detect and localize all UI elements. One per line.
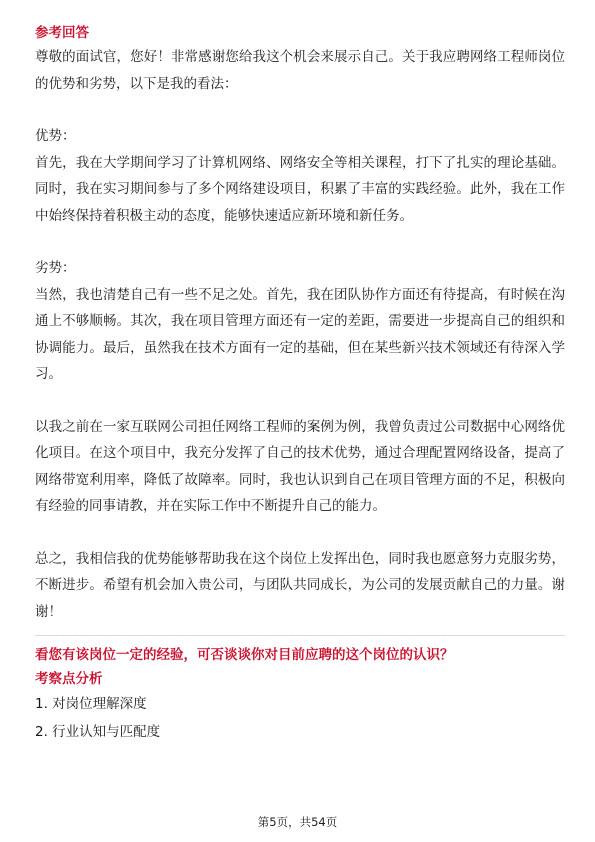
spacer bbox=[35, 388, 565, 414]
weaknesses-label: 劣势： bbox=[35, 260, 76, 276]
weaknesses-text: 当然，我也清楚自己有一些不足之处。首先，我在团队协作方面还有待提高，有时候在沟通上不够顺畅。其次，我在项目管理方面还有一定的差距，需要进一步提高自己的组织和协调能力。最后，虽然我在技术方面有一定的基础，但在某些新兴技术领域还有待深入学习。 bbox=[35, 286, 565, 382]
answer-intro: 尊敬的面试官，您好！非常感谢您给我这个机会来展示自己。关于我应聘网络工程师岗位的优势和劣势，以下是我的看法： bbox=[35, 49, 565, 92]
analysis-heading: 考察点分析 bbox=[35, 671, 103, 687]
spacer bbox=[35, 97, 565, 123]
next-question: 看您有该岗位一定的经验，可否谈谈你对目前应聘的这个岗位的认识？ bbox=[35, 647, 454, 663]
page-content bbox=[35, 22, 565, 746]
case-text: 以我之前在一家互联网公司担任网络工程师的案例为例，我曾负责过公司数据中心网络优化项目。在这个项目中，我充分发挥了自己的技术优势，通过合理配置网络设备，提高了网络带宽利用率，降低了故障率。同时，我也认识到自己在项目管理方面的不足，积极向有经验的同事请教，并在实际工作中不断提升自己的能力。 bbox=[35, 418, 565, 514]
answer-heading: 参考回答 bbox=[35, 25, 89, 41]
spacer bbox=[35, 229, 565, 255]
spacer bbox=[35, 520, 565, 546]
page-footer: 第5页，共54页 bbox=[257, 815, 338, 829]
conclusion-text: 总之，我相信我的优势能够帮助我在这个岗位上发挥出色，同时我也愿意努力克服劣势，不断进步。希望有机会加入贵公司，与团队共同成长，为公司的发展贡献自己的力量。谢谢！ bbox=[35, 550, 565, 620]
strengths-label: 优势： bbox=[35, 128, 76, 144]
analysis-item: 1. 对岗位理解深度 bbox=[35, 696, 147, 712]
strengths-text: 首先，我在大学期间学习了计算机网络、网络安全等相关课程，打下了扎实的理论基础。同时，我在实习期间参与了多个网络建设项目，积累了丰富的实践经验。此外，我在工作中始终保持着积极主动的态度，能够快速适应新环境和新任务。 bbox=[35, 154, 565, 224]
analysis-item: 2. 行业认知与匹配度 bbox=[35, 724, 161, 740]
section-divider bbox=[35, 635, 565, 636]
